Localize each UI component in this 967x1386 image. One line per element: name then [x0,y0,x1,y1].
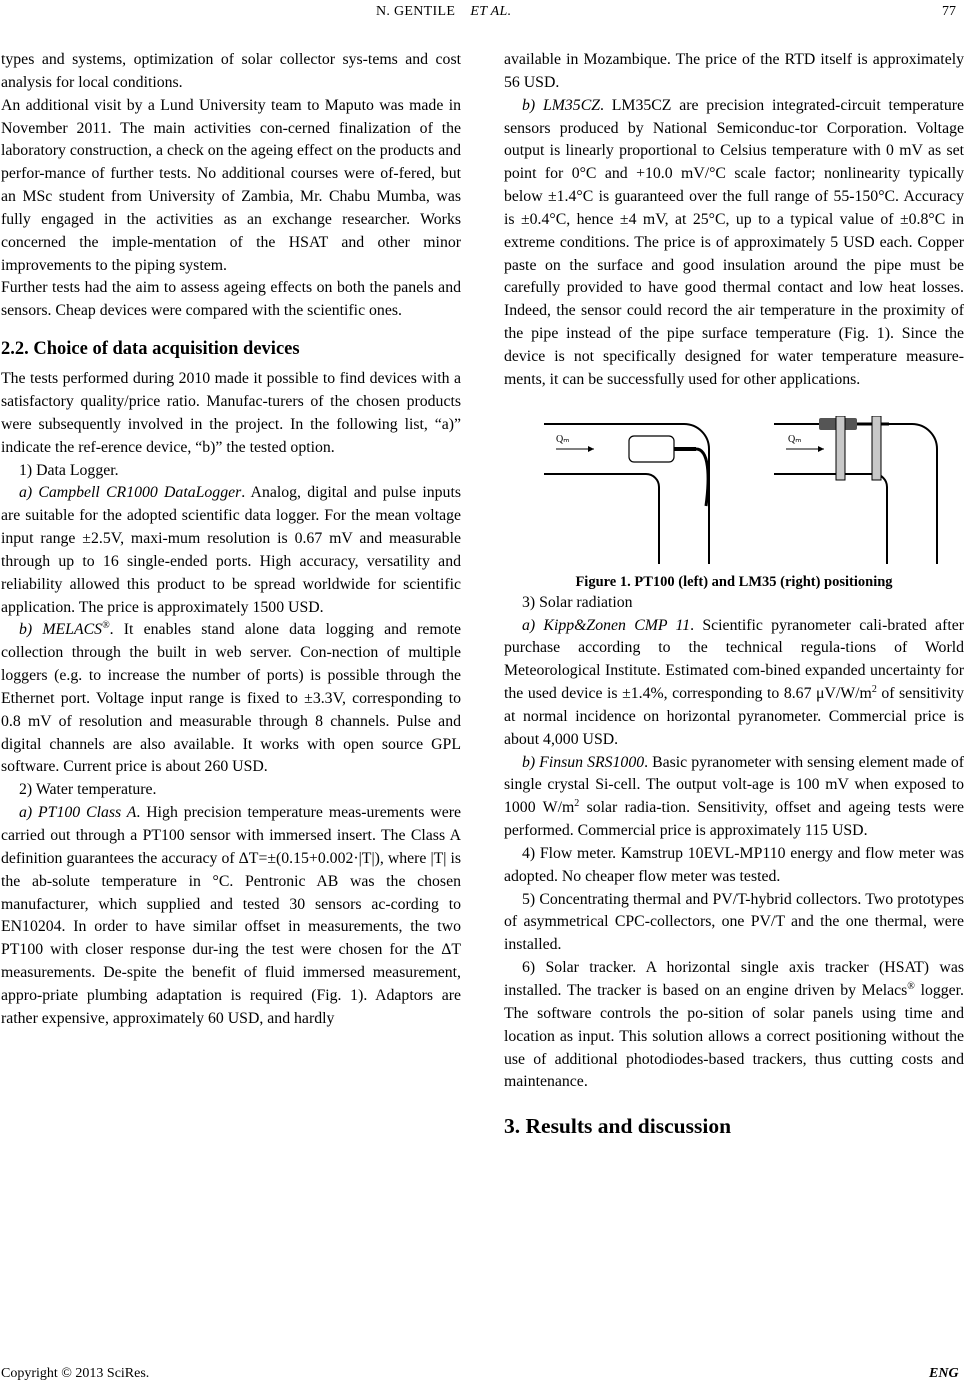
device-name: a) Kipp&Zonen CMP 11 [522,616,691,634]
pt100-probe [629,436,708,506]
right-pipe-outer-wall [774,424,937,564]
paragraph: available in Mozambique. The price of the RTD itself is approximately 56 USD. [504,51,964,91]
device-name: b) LM35CZ [522,96,601,114]
probe-housing [629,436,674,462]
list-item-flow-meter: 4) Flow meter. Kamstrup 10EVL-MP110 energy and flow meter was adopted. No cheaper flow meter was tested. [504,844,964,885]
header-et-al: ET AL. [470,4,512,19]
running-header [0,3,967,25]
figure-caption: Figure 1. PT100 (left) and LM35 (right) positioning [575,573,893,590]
header-authors: N. GENTILE ET AL. [376,4,512,19]
paragraph-lm35: b) LM35CZ. LM35CZ are precision integrated-circuit temperature sensors produced by National Semiconduc-tor Corporation. Voltage output is linearly proportional to Celsius temperature with 0 mV as set point for 0°C and +10.0 mV/°C scale factor; nonlinearity typically below ±1.4°C is guaranteed over the full range of 55-150°C. Accuracy is ±0.4°C, hence ±4 mV, at 25°C, up to a typical value of ±0.8°C in extreme conditions. The price is of approximately 5 USD each. Copper paste on the surface and good insulation around the pipe must be carefully provided to have good thermal contact and low heat losses. Indeed, the sensor could record the air temperature in the proximity of the pipe instead of the pipe surface temperature (Fig. 1). Since the device is not specifically designed for water temperature measure-ments, it can be successfully used for other applications. [504,96,964,388]
section-heading-3: 3. Results and discussion [504,1114,732,1139]
device-name: a) Campbell CR1000 DataLogger [19,484,242,502]
paragraph: types and systems, optimization of solar collector sys-tems and cost analysis for local conditions. [1,51,461,91]
device-name: b) MELACS® [19,620,110,639]
clamp-1 [836,416,845,480]
probe-cable [696,449,708,506]
left-pipe-outer-wall [544,424,709,564]
page-number: 77 [942,4,956,19]
paragraph-pt100: a) PT100 Class A. High precision temperature meas-urements were carried out through a PT100 sensor with immersed insert. The Class A definition guarantees the accuracy of ΔT=±(0.15+0.002·|T|), where |T| is the ab-solute temperature in °C. Pentronic AB was the chosen manufacturer, which supplied and tested 30 sensors ac-cording to EN10204. In order to have similar offset in measurements, the two PT100 with closer response dur-ing the test were chosen for the ΔT measurements. De-spite the benefit of fluid immersed measurement, appro-priate plumbing adaptation is required (Fig. 1). Adaptors are rather expensive, approximately 60 USD, and hardly [1,804,462,1027]
left-column [1,49,461,1031]
list-item-data-logger: 1) Data Logger. [19,461,119,479]
paragraph-melacs: b) MELACS®. It enables stand alone data logging and remote collection through the built in web server. Con-nection of multiple loggers (e.g. to increase the number of ports) is possible through the Ethernet port. Voltage input range is fixed to ±3.3V, corresponding to 0.8 mV of resolution and measurable through 8 channels. Pulse and digital channels are also available. It works with open source GPL software. Current price is about 260 USD. [1,620,461,776]
left-pipe-inner-wall [544,474,659,564]
paragraph-kipp-zonen: a) Kipp&Zonen CMP 11. Scientific pyranometer cali-brated after purchase according to the technical regula-tions of World Meteorological Institute. Estimated com-bined expanded uncertainty for the used device is ±1.4%, corresponding to 8.67 $\mu V/W/m^2$ of sensitivity at normal incidence on horizontal pyranometer. Commercial price is about 4,000 USD. [504,616,964,748]
page-footer [0,1366,967,1384]
device-name: b) Finsun SRS1000 [522,753,645,771]
flow-label-left: Qₘ [556,433,570,445]
paragraph: An additional visit by a Lund University team to Maputo was made in November 2011. The main activities con-cerned finalization of the laboratory construction, a check on the ageing effect on the products and perfor-mance of further tests. No additional courses were of-fered, but an MSc student from University of Zambia, Mr. Chabu Mumba, was fully engaged in the activities as an exchange researcher. Works concerned the imple-mentation of the HSAT and other minor improvements to the piping system. [1,96,461,274]
copyright-notice: Copyright © 2013 SciRes. [1,1366,150,1381]
section-heading-2-2: 2.2. Choice of data acquisition devices [1,339,300,360]
list-item-solar-radiation: 3) Solar radiation [522,593,633,611]
journal-abbreviation: ENG [929,1366,959,1381]
paragraph: The tests performed during 2010 made it possible to find devices with a satisfactory quality/price ratio. Manufac-turers of the chosen products were subsequently involved in the project. In the following list, “a)” indicate the ref-erence device, “b)” the tested option. [1,370,461,456]
paragraph-finsun: b) Finsun SRS1000. Basic pyranometer with sensing element made of single crystal Si-cell. The output volt-age is 100 mV when exposed to 1000 $W/m^2$ solar radia-tion. Sensitivity, offset and ageing tests were performed. Commercial price is approximately 115 USD. [504,753,964,840]
clamp-2 [872,416,881,480]
device-name: a) PT100 Class A [19,804,137,822]
lm35-sensor [819,416,889,480]
paragraph-campbell: a) Campbell CR1000 DataLogger. Analog, digital and pulse inputs are suitable for the adopted scientific data logger. For the mean voltage input range ±2.5V, maxi-mum resolution is 0.67 mV and measurable through up to 16 single-ended ports. High accuracy, versatility and reliability allowed this product to be spread worldwide for scientific application. The price is approximately 1500 USD. [1,484,461,616]
list-item-water-temperature: 2) Water temperature. [19,781,157,799]
list-item-collectors: 5) Concentrating thermal and PV/T-hybrid collectors. Two prototypes of asymmetrical CPC-collectors, one PV/T and the one thermal, were installed. [504,890,964,954]
flow-label-right: Qₘ [788,433,802,445]
figure-1 [504,412,964,572]
paragraph: Further tests had the aim to assess ageing effects on both the panels and sensors. Cheap devices were compared with the scientific ones. [1,279,461,320]
right-pipe-inner-wall [774,474,887,564]
right-column [504,49,964,1140]
list-item-solar-tracker: 6) Solar tracker. A horizontal single axis tracker (HSAT) was installed. The tracker is based on an engine driven by Melacs® logger. The software controls the po-sition of solar panels using time and location as input. This solution allows a correct positioning without the use of additional photodiodes-based trackers, thus cutting costs and maintenance. [504,959,965,1091]
sensor-positioning-illustration [534,416,964,566]
